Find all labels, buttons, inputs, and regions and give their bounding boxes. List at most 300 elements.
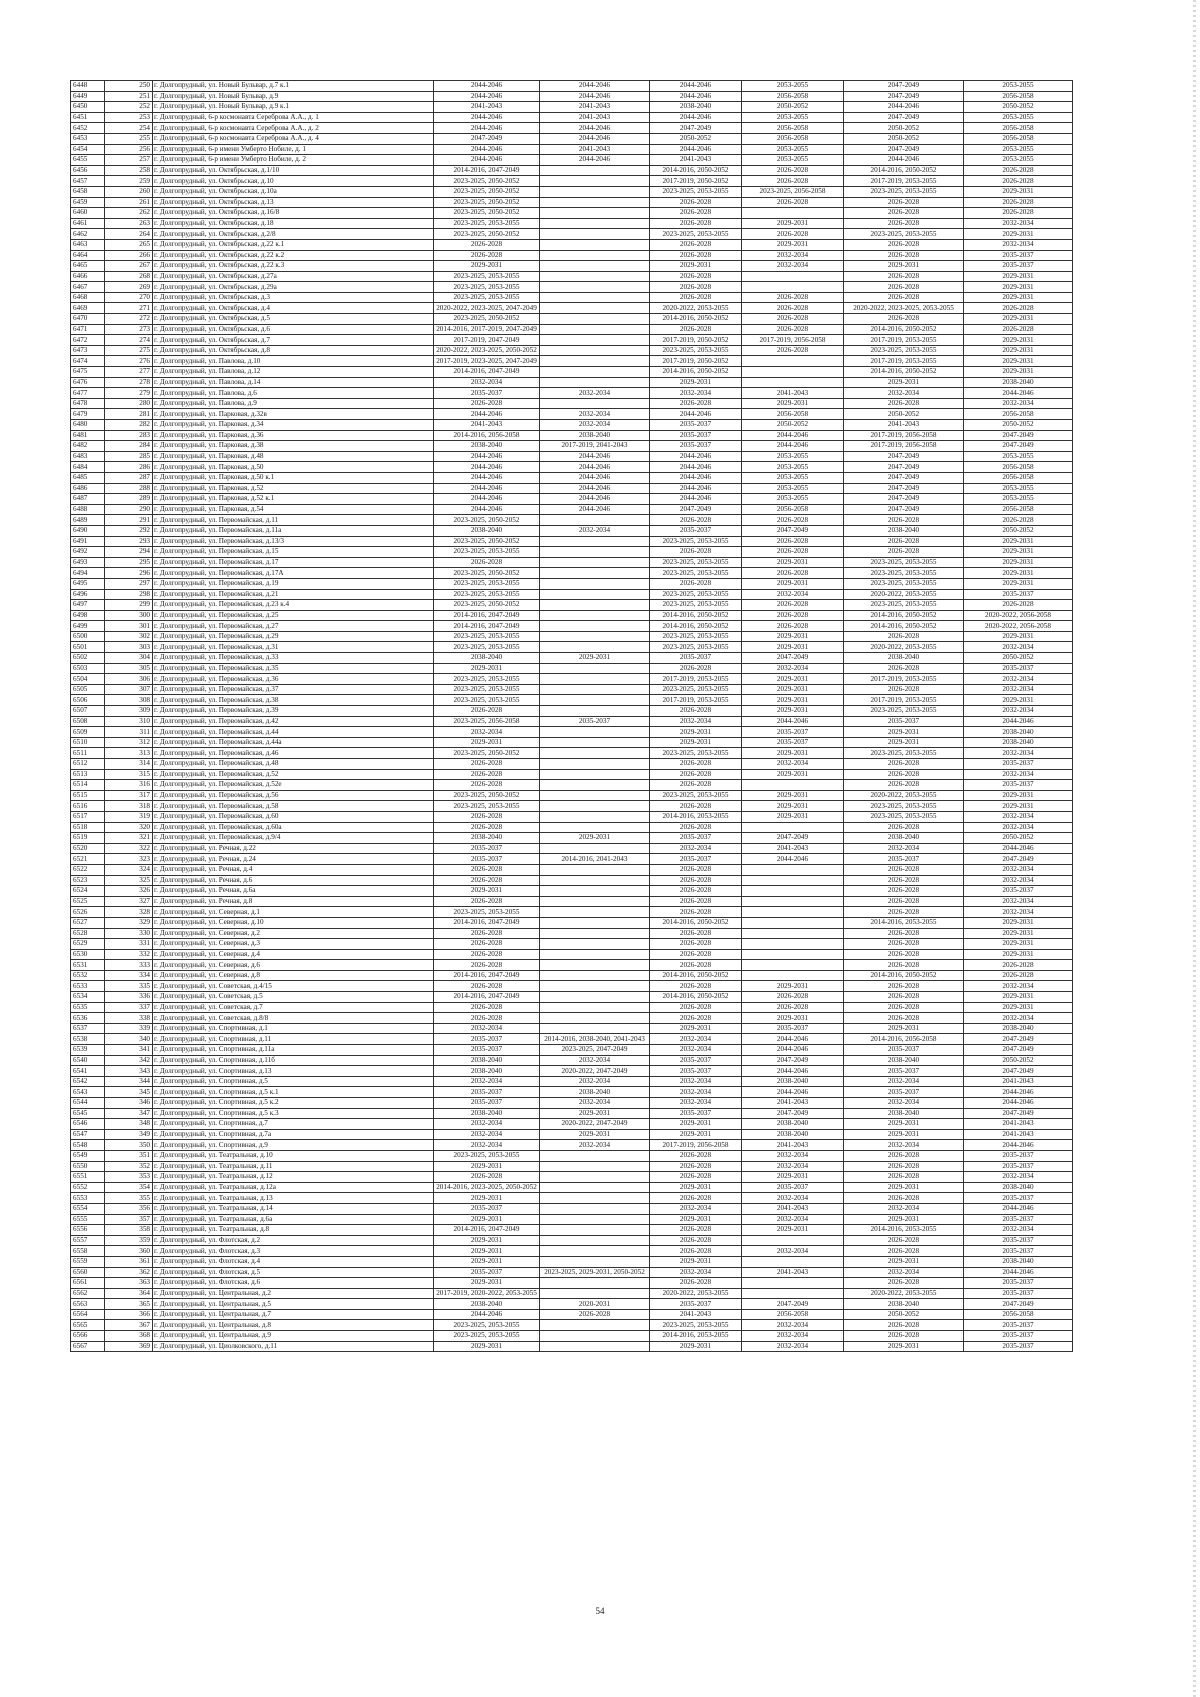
period-2-cell: 2044-2046 [540, 91, 650, 102]
period-4-cell [742, 1278, 844, 1289]
period-4-cell: 2044-2046 [742, 1066, 844, 1077]
period-2-cell [540, 229, 650, 240]
table-row [71, 780, 1073, 791]
table-row [71, 388, 1073, 399]
period-4-cell: 2026-2028 [742, 314, 844, 325]
period-4-cell: 2026-2028 [742, 536, 844, 547]
period-5-cell: 2020-2022, 2053-2055 [844, 1288, 964, 1299]
row-number-cell: 282 [105, 420, 153, 431]
row-number-cell: 283 [105, 430, 153, 441]
period-4-cell: 2047-2049 [742, 1108, 844, 1119]
period-3-cell: 2023-2025, 2053-2055 [650, 748, 742, 759]
period-1-cell: 2038-2040 [434, 1066, 540, 1077]
period-1-cell: 2023-2025, 2050-2052 [434, 568, 540, 579]
period-3-cell: 2029-2031 [650, 1119, 742, 1130]
period-6-cell: 2026-2028 [964, 176, 1073, 187]
period-3-cell: 2029-2031 [650, 1182, 742, 1193]
period-1-cell: 2038-2040 [434, 653, 540, 664]
row-number-cell: 269 [105, 282, 153, 293]
period-1-cell: 2023-2025, 2050-2052 [434, 208, 540, 219]
period-5-cell: 2029-2031 [844, 377, 964, 388]
row-number-cell: 341 [105, 1045, 153, 1056]
row-id-cell: 6464 [71, 250, 105, 261]
period-3-cell: 2035-2037 [650, 1066, 742, 1077]
row-number-cell: 350 [105, 1140, 153, 1151]
period-5-cell: 2017-2019, 2053-2055 [844, 335, 964, 346]
table-row [71, 1235, 1073, 1246]
period-2-cell [540, 631, 650, 642]
table-row [71, 1140, 1073, 1151]
period-6-cell: 2053-2055 [964, 451, 1073, 462]
table-row [71, 1023, 1073, 1034]
period-2-cell: 2038-2040 [540, 430, 650, 441]
period-4-cell [742, 875, 844, 886]
row-number-cell: 251 [105, 91, 153, 102]
address-cell: г. Долгопрудный, ул. Спортивная, д.7 [153, 1119, 434, 1130]
address-cell: г. Долгопрудный, ул. Спортивная, д.5 [153, 1076, 434, 1087]
row-id-cell: 6511 [71, 748, 105, 759]
address-cell: г. Долгопрудный, ул. Первомайская, д.29 [153, 631, 434, 642]
period-6-cell: 2035-2037 [964, 589, 1073, 600]
period-5-cell: 2026-2028 [844, 282, 964, 293]
address-cell: г. Долгопрудный, ул. Первомайская, д.42 [153, 716, 434, 727]
address-cell: г. Долгопрудный, ул. Речная, д.6а [153, 886, 434, 897]
row-id-cell: 6532 [71, 970, 105, 981]
period-1-cell: 2014-2016, 2047-2049 [434, 367, 540, 378]
period-1-cell: 2023-2025, 2050-2052 [434, 229, 540, 240]
period-2-cell [540, 282, 650, 293]
period-6-cell: 2044-2046 [964, 716, 1073, 727]
period-3-cell: 2044-2046 [650, 462, 742, 473]
table-body [71, 81, 1073, 1352]
row-number-cell: 260 [105, 186, 153, 197]
period-5-cell: 2032-2034 [844, 843, 964, 854]
period-3-cell: 2026-2028 [650, 1013, 742, 1024]
row-number-cell: 315 [105, 769, 153, 780]
row-id-cell: 6558 [71, 1246, 105, 1257]
period-6-cell: 2047-2049 [964, 1034, 1073, 1045]
period-5-cell: 2026-2028 [844, 896, 964, 907]
period-1-cell: 2029-2031 [434, 1235, 540, 1246]
period-4-cell: 2032-2034 [742, 1341, 844, 1352]
row-number-cell: 325 [105, 875, 153, 886]
period-5-cell: 2026-2028 [844, 992, 964, 1003]
address-cell: г. Долгопрудный, ул. Парковая, д.32в [153, 409, 434, 420]
row-number-cell: 299 [105, 600, 153, 611]
row-id-cell: 6455 [71, 155, 105, 166]
period-4-cell: 2056-2058 [742, 409, 844, 420]
period-4-cell: 2032-2034 [742, 589, 844, 600]
period-4-cell: 2026-2028 [742, 176, 844, 187]
address-cell: г. Долгопрудный, ул. Первомайская, д.37 [153, 684, 434, 695]
period-5-cell: 2017-2019, 2053-2055 [844, 674, 964, 685]
period-6-cell: 2056-2058 [964, 462, 1073, 473]
period-6-cell: 2035-2037 [964, 1161, 1073, 1172]
row-number-cell: 303 [105, 642, 153, 653]
period-6-cell: 2038-2040 [964, 1023, 1073, 1034]
table-row [71, 1098, 1073, 1109]
period-3-cell: 2032-2034 [650, 388, 742, 399]
period-3-cell: 2014-2016, 2050-2052 [650, 165, 742, 176]
table-row [71, 91, 1073, 102]
table-row [71, 631, 1073, 642]
period-3-cell: 2026-2028 [650, 271, 742, 282]
period-3-cell: 2023-2025, 2053-2055 [650, 186, 742, 197]
table-row [71, 939, 1073, 950]
period-5-cell: 2023-2025, 2053-2055 [844, 748, 964, 759]
period-6-cell: 2035-2037 [964, 1320, 1073, 1331]
table-row [71, 1299, 1073, 1310]
row-id-cell: 6528 [71, 928, 105, 939]
row-id-cell: 6513 [71, 769, 105, 780]
period-4-cell [742, 271, 844, 282]
row-id-cell: 6473 [71, 345, 105, 356]
period-1-cell: 2014-2016, 2047-2049 [434, 1225, 540, 1236]
period-6-cell: 2038-2040 [964, 737, 1073, 748]
table-row [71, 589, 1073, 600]
period-6-cell: 2032-2034 [964, 896, 1073, 907]
period-6-cell: 2026-2028 [964, 197, 1073, 208]
period-2-cell [540, 536, 650, 547]
period-4-cell: 2053-2055 [742, 451, 844, 462]
period-1-cell: 2026-2028 [434, 1013, 540, 1024]
period-1-cell: 2035-2037 [434, 388, 540, 399]
row-id-cell: 6522 [71, 864, 105, 875]
table-row [71, 1034, 1073, 1045]
period-2-cell [540, 377, 650, 388]
address-cell: г. Долгопрудный, ул. Театральная, д.12а [153, 1182, 434, 1193]
period-1-cell: 2035-2037 [434, 1034, 540, 1045]
row-number-cell: 318 [105, 801, 153, 812]
period-4-cell: 2044-2046 [742, 1087, 844, 1098]
period-4-cell: 2029-2031 [742, 684, 844, 695]
table-row [71, 292, 1073, 303]
period-6-cell: 2032-2034 [964, 398, 1073, 409]
address-cell: г. Долгопрудный, ул. Первомайская, д.31 [153, 642, 434, 653]
period-5-cell: 2026-2028 [844, 769, 964, 780]
period-2-cell: 2032-2034 [540, 1098, 650, 1109]
period-3-cell: 2026-2028 [650, 1235, 742, 1246]
period-3-cell: 2047-2049 [650, 123, 742, 134]
period-2-cell [540, 1225, 650, 1236]
address-cell: г. Долгопрудный, ул. Новый Бульвар, д.7 к.1 [153, 81, 434, 92]
period-1-cell: 2023-2025, 2053-2055 [434, 589, 540, 600]
period-5-cell: 2026-2028 [844, 218, 964, 229]
period-3-cell: 2035-2037 [650, 653, 742, 664]
row-id-cell: 6484 [71, 462, 105, 473]
period-3-cell: 2023-2025, 2053-2055 [650, 631, 742, 642]
period-6-cell: 2029-2031 [964, 229, 1073, 240]
period-1-cell: 2044-2046 [434, 112, 540, 123]
period-1-cell: 2032-2034 [434, 1129, 540, 1140]
period-4-cell: 2041-2043 [742, 1098, 844, 1109]
period-2-cell: 2041-2043 [540, 144, 650, 155]
period-3-cell: 2041-2043 [650, 1309, 742, 1320]
period-2-cell [540, 197, 650, 208]
period-2-cell [540, 843, 650, 854]
address-cell: г. Долгопрудный, ул. Первомайская, д.11 [153, 515, 434, 526]
table-row [71, 737, 1073, 748]
period-3-cell: 2023-2025, 2053-2055 [650, 345, 742, 356]
row-id-cell: 6453 [71, 133, 105, 144]
period-1-cell: 2023-2025, 2053-2055 [434, 684, 540, 695]
row-number-cell: 305 [105, 663, 153, 674]
table-row [71, 430, 1073, 441]
period-1-cell: 2026-2028 [434, 769, 540, 780]
period-3-cell: 2035-2037 [650, 525, 742, 536]
row-id-cell: 6472 [71, 335, 105, 346]
period-5-cell: 2017-2019, 2053-2055 [844, 695, 964, 706]
period-3-cell: 2026-2028 [650, 1278, 742, 1289]
period-1-cell: 2023-2025, 2050-2052 [434, 186, 540, 197]
period-4-cell [742, 780, 844, 791]
row-id-cell: 6556 [71, 1225, 105, 1236]
address-cell: г. Долгопрудный, ул. Спортивная, д.1 [153, 1023, 434, 1034]
period-1-cell: 2044-2046 [434, 91, 540, 102]
period-2-cell [540, 345, 650, 356]
period-2-cell: 2044-2046 [540, 133, 650, 144]
row-number-cell: 322 [105, 843, 153, 854]
period-1-cell: 2026-2028 [434, 960, 540, 971]
row-number-cell: 293 [105, 536, 153, 547]
period-1-cell: 2038-2040 [434, 833, 540, 844]
row-number-cell: 276 [105, 356, 153, 367]
period-4-cell [742, 822, 844, 833]
address-cell: г. Долгопрудный, 6-р имени Умберто Нобиле, д. 1 [153, 144, 434, 155]
period-3-cell: 2026-2028 [650, 663, 742, 674]
period-3-cell: 2029-2031 [650, 737, 742, 748]
period-1-cell: 2023-2025, 2053-2055 [434, 1150, 540, 1161]
period-6-cell: 2044-2046 [964, 843, 1073, 854]
row-number-cell: 361 [105, 1256, 153, 1267]
row-number-cell: 319 [105, 811, 153, 822]
period-6-cell: 2029-2031 [964, 1002, 1073, 1013]
period-2-cell [540, 1161, 650, 1172]
period-1-cell: 2026-2028 [434, 896, 540, 907]
period-5-cell: 2026-2028 [844, 1013, 964, 1024]
period-4-cell [742, 356, 844, 367]
period-1-cell: 2029-2031 [434, 1256, 540, 1267]
period-3-cell: 2023-2025, 2053-2055 [650, 642, 742, 653]
period-6-cell: 2035-2037 [964, 1341, 1073, 1352]
period-4-cell: 2026-2028 [742, 324, 844, 335]
period-6-cell: 2032-2034 [964, 239, 1073, 250]
period-5-cell: 2026-2028 [844, 1331, 964, 1342]
period-1-cell: 2020-2022, 2023-2025, 2050-2052 [434, 345, 540, 356]
period-6-cell: 2053-2055 [964, 81, 1073, 92]
period-6-cell: 2038-2040 [964, 377, 1073, 388]
row-number-cell: 335 [105, 981, 153, 992]
row-number-cell: 254 [105, 123, 153, 134]
period-4-cell: 2026-2028 [742, 568, 844, 579]
row-number-cell: 342 [105, 1055, 153, 1066]
period-4-cell [742, 864, 844, 875]
period-2-cell [540, 706, 650, 717]
period-5-cell: 2017-2019, 2053-2055 [844, 176, 964, 187]
period-3-cell: 2026-2028 [650, 981, 742, 992]
row-number-cell: 329 [105, 917, 153, 928]
period-3-cell: 2035-2037 [650, 1299, 742, 1310]
row-id-cell: 6481 [71, 430, 105, 441]
row-number-cell: 308 [105, 695, 153, 706]
period-3-cell: 2017-2019, 2050-2052 [650, 356, 742, 367]
period-3-cell: 2032-2034 [650, 716, 742, 727]
period-2-cell [540, 176, 650, 187]
table-row [71, 536, 1073, 547]
row-id-cell: 6487 [71, 494, 105, 505]
period-1-cell: 2029-2031 [434, 737, 540, 748]
period-4-cell: 2026-2028 [742, 547, 844, 558]
period-1-cell: 2014-2016, 2047-2049 [434, 165, 540, 176]
period-3-cell: 2044-2046 [650, 472, 742, 483]
period-4-cell: 2053-2055 [742, 144, 844, 155]
period-4-cell: 2056-2058 [742, 123, 844, 134]
period-6-cell: 2035-2037 [964, 1150, 1073, 1161]
row-number-cell: 285 [105, 451, 153, 462]
period-3-cell: 2014-2016, 2050-2052 [650, 917, 742, 928]
period-4-cell: 2026-2028 [742, 165, 844, 176]
row-id-cell: 6550 [71, 1161, 105, 1172]
period-2-cell: 2032-2034 [540, 409, 650, 420]
period-6-cell: 2038-2040 [964, 1256, 1073, 1267]
table-row [71, 303, 1073, 314]
period-2-cell [540, 218, 650, 229]
row-id-cell: 6555 [71, 1214, 105, 1225]
period-3-cell: 2026-2028 [650, 780, 742, 791]
period-6-cell: 2041-2043 [964, 1076, 1073, 1087]
period-3-cell: 2026-2028 [650, 886, 742, 897]
period-2-cell [540, 239, 650, 250]
address-cell: г. Долгопрудный, ул. Парковая, д.50 к.1 [153, 472, 434, 483]
period-1-cell: 2014-2016, 2047-2049 [434, 970, 540, 981]
period-6-cell: 2032-2034 [964, 769, 1073, 780]
row-number-cell: 348 [105, 1119, 153, 1130]
period-5-cell: 2050-2052 [844, 133, 964, 144]
row-id-cell: 6452 [71, 123, 105, 134]
period-3-cell: 2020-2022, 2053-2055 [650, 303, 742, 314]
period-6-cell: 2056-2058 [964, 409, 1073, 420]
period-1-cell: 2035-2037 [434, 854, 540, 865]
table-row [71, 960, 1073, 971]
table-row [71, 1225, 1073, 1236]
period-4-cell: 2035-2037 [742, 737, 844, 748]
row-number-cell: 312 [105, 737, 153, 748]
period-1-cell: 2044-2046 [434, 451, 540, 462]
period-3-cell: 2029-2031 [650, 1129, 742, 1140]
period-6-cell: 2029-2031 [964, 917, 1073, 928]
period-2-cell [540, 928, 650, 939]
address-cell: г. Долгопрудный, ул. Спортивная, д.5 к.2 [153, 1098, 434, 1109]
period-6-cell: 2056-2058 [964, 91, 1073, 102]
period-5-cell: 2026-2028 [844, 250, 964, 261]
period-4-cell: 2029-2031 [742, 239, 844, 250]
period-4-cell: 2035-2037 [742, 1182, 844, 1193]
row-id-cell: 6457 [71, 176, 105, 187]
address-cell: г. Долгопрудный, ул. Павлова, д.9 [153, 398, 434, 409]
period-6-cell: 2026-2028 [964, 960, 1073, 971]
period-4-cell: 2026-2028 [742, 197, 844, 208]
period-4-cell: 2032-2034 [742, 1320, 844, 1331]
period-3-cell: 2026-2028 [650, 208, 742, 219]
period-5-cell: 2029-2031 [844, 737, 964, 748]
table-row [71, 1256, 1073, 1267]
period-6-cell: 2032-2034 [964, 748, 1073, 759]
address-cell: г. Долгопрудный, ул. Октябрьская, д.29а [153, 282, 434, 293]
table-row [71, 324, 1073, 335]
table-row [71, 547, 1073, 558]
period-6-cell: 2038-2040 [964, 1182, 1073, 1193]
period-4-cell: 2032-2034 [742, 250, 844, 261]
period-3-cell: 2023-2025, 2053-2055 [650, 229, 742, 240]
address-cell: г. Долгопрудный, 6-р космонавта Сереброва А.А., д. 2 [153, 123, 434, 134]
period-5-cell: 2035-2037 [844, 854, 964, 865]
table-row [71, 525, 1073, 536]
row-number-cell: 365 [105, 1299, 153, 1310]
period-6-cell: 2035-2037 [964, 663, 1073, 674]
row-id-cell: 6512 [71, 759, 105, 770]
row-id-cell: 6521 [71, 854, 105, 865]
address-cell: г. Долгопрудный, ул. Речная, д.22 [153, 843, 434, 854]
period-4-cell: 2041-2043 [742, 843, 844, 854]
row-number-cell: 278 [105, 377, 153, 388]
address-cell: г. Долгопрудный, ул. Октябрьская, д.1/10 [153, 165, 434, 176]
period-2-cell: 2032-2034 [540, 1055, 650, 1066]
table-row [71, 1288, 1073, 1299]
period-3-cell: 2026-2028 [650, 801, 742, 812]
address-cell: г. Долгопрудный, ул. Спортивная, д.11 [153, 1034, 434, 1045]
table-row [71, 1013, 1073, 1024]
period-6-cell: 2032-2034 [964, 907, 1073, 918]
address-cell: г. Долгопрудный, ул. Парковая, д.36 [153, 430, 434, 441]
period-3-cell: 2017-2019, 2053-2055 [650, 695, 742, 706]
address-cell: г. Долгопрудный, ул. Первомайская, д.36 [153, 674, 434, 685]
row-number-cell: 346 [105, 1098, 153, 1109]
table-row [71, 568, 1073, 579]
address-cell: г. Долгопрудный, ул. Парковая, д.52 [153, 483, 434, 494]
period-5-cell: 2017-2019, 2053-2055 [844, 356, 964, 367]
row-id-cell: 6542 [71, 1076, 105, 1087]
period-1-cell: 2032-2034 [434, 727, 540, 738]
address-cell: г. Долгопрудный, ул. Первомайская, д.27 [153, 621, 434, 632]
period-4-cell: 2029-2031 [742, 631, 844, 642]
table-row [71, 875, 1073, 886]
table-row [71, 790, 1073, 801]
period-1-cell: 2014-2016, 2047-2049 [434, 610, 540, 621]
period-4-cell: 2026-2028 [742, 621, 844, 632]
period-3-cell: 2023-2025, 2053-2055 [650, 790, 742, 801]
period-4-cell: 2044-2046 [742, 1045, 844, 1056]
period-1-cell: 2029-2031 [434, 1214, 540, 1225]
period-4-cell: 2044-2046 [742, 430, 844, 441]
period-4-cell: 2053-2055 [742, 462, 844, 473]
period-3-cell: 2014-2016, 2053-2055 [650, 1331, 742, 1342]
period-3-cell: 2044-2046 [650, 451, 742, 462]
table-row [71, 176, 1073, 187]
period-5-cell: 2035-2037 [844, 716, 964, 727]
period-3-cell: 2014-2016, 2050-2052 [650, 970, 742, 981]
table-row [71, 801, 1073, 812]
row-number-cell: 258 [105, 165, 153, 176]
period-2-cell [540, 398, 650, 409]
row-id-cell: 6496 [71, 589, 105, 600]
period-2-cell [540, 1023, 650, 1034]
period-4-cell: 2029-2031 [742, 674, 844, 685]
row-id-cell: 6535 [71, 1002, 105, 1013]
period-5-cell: 2029-2031 [844, 727, 964, 738]
period-4-cell: 2056-2058 [742, 133, 844, 144]
row-number-cell: 265 [105, 239, 153, 250]
period-6-cell: 2047-2049 [964, 441, 1073, 452]
